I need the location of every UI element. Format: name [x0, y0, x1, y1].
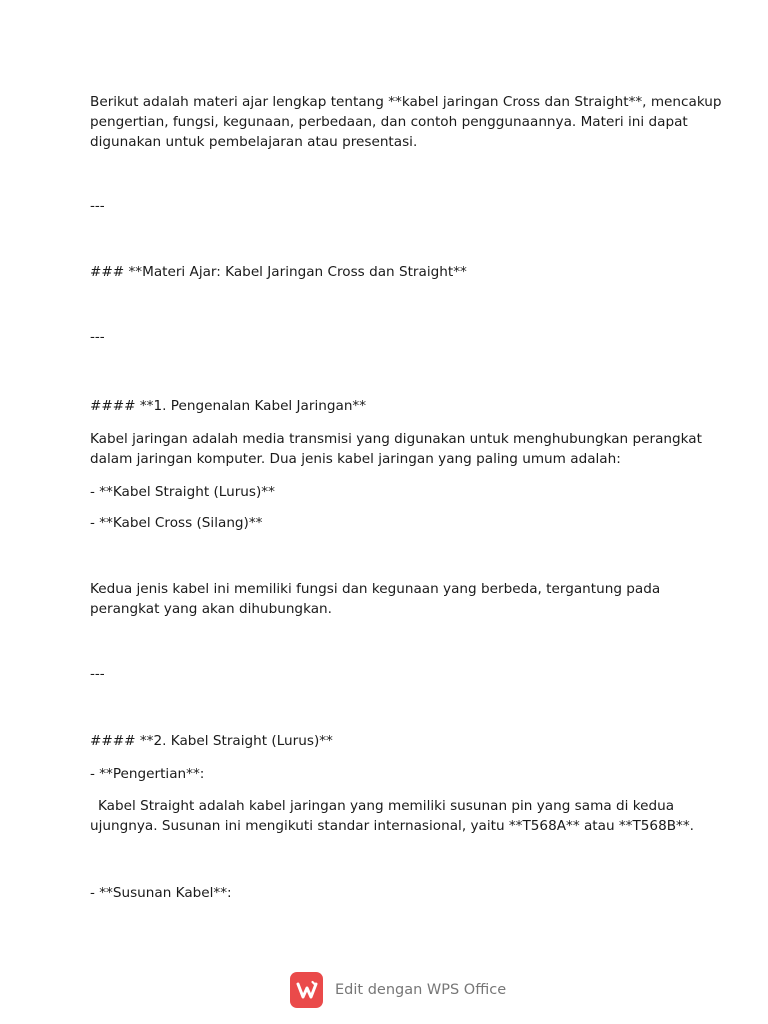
text-line: perangkat yang akan dihubungkan. — [90, 601, 332, 617]
text-line: Kabel jaringan adalah media transmisi yang digunakan untuk menghubungkan perangkat — [90, 431, 702, 447]
subsection-heading: #### **2. Kabel Straight (Lurus)** — [90, 733, 333, 749]
divider-text: --- — [90, 329, 105, 345]
wps-w-glyph-icon — [295, 978, 319, 1002]
list-item: - **Susunan Kabel**: — [90, 885, 232, 901]
list-item: - **Pengertian**: — [90, 766, 205, 782]
section-heading: ### **Materi Ajar: Kabel Jaringan Cross dan Straight** — [90, 264, 467, 280]
wps-edit-banner[interactable] — [290, 972, 506, 1008]
text-line: digunakan untuk pembelajaran atau presentasi. — [90, 134, 418, 150]
text-line: ujungnya. Susunan ini mengikuti standar internasional, yaitu **T568A** atau **T568B**. — [90, 818, 694, 834]
wps-office-logo-icon[interactable] — [290, 972, 323, 1008]
text-line: Kabel Straight adalah kabel jaringan yang memiliki susunan pin yang sama di kedua — [98, 798, 675, 814]
text-line: Berikut adalah materi ajar lengkap tentang **kabel jaringan Cross dan Straight**, mencakup — [90, 94, 722, 110]
wps-edit-label[interactable]: Edit dengan WPS Office — [335, 982, 507, 998]
list-item: - **Kabel Cross (Silang)** — [90, 515, 263, 531]
divider-text: --- — [90, 198, 105, 214]
text-line: Kedua jenis kabel ini memiliki fungsi dan kegunaan yang berbeda, tergantung pada — [90, 581, 661, 597]
list-item: - **Kabel Straight (Lurus)** — [90, 484, 275, 500]
text-line: pengertian, fungsi, kegunaan, perbedaan, dan contoh penggunaannya. Materi ini dapat — [90, 114, 688, 130]
text-line: dalam jaringan komputer. Dua jenis kabel jaringan yang paling umum adalah: — [90, 451, 621, 467]
subsection-heading: #### **1. Pengenalan Kabel Jaringan** — [90, 398, 367, 414]
divider-text: --- — [90, 666, 105, 682]
